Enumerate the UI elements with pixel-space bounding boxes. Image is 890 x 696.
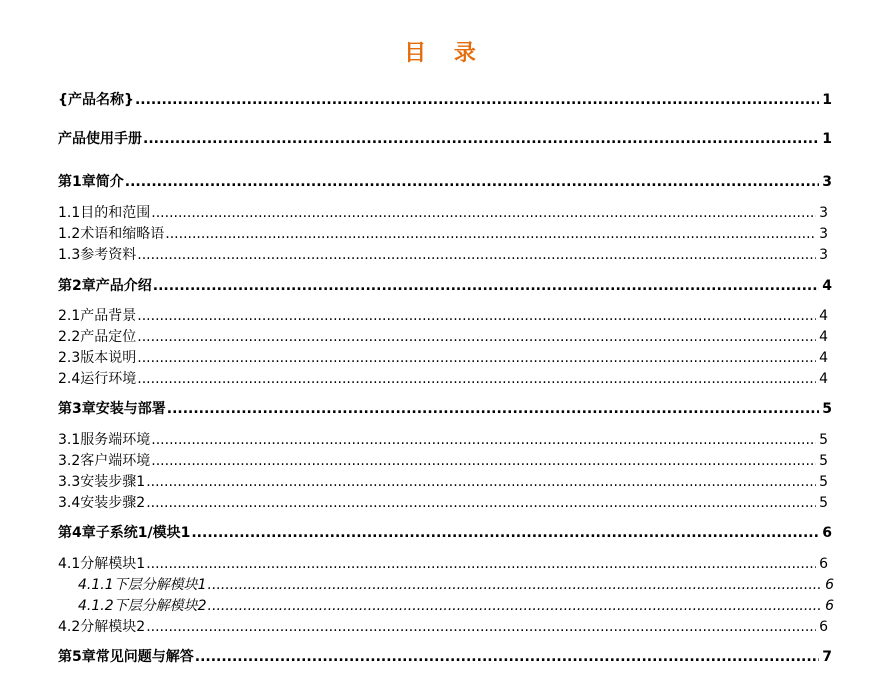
toc-dot-leader — [151, 204, 816, 222]
toc-title: 目 录 — [404, 41, 486, 66]
toc-entry[interactable] — [58, 452, 828, 470]
toc-entry-number: 4.1.2 — [78, 598, 114, 614]
toc-entry-page-number: 4 — [819, 308, 828, 324]
toc-entry-page-number: 6 — [822, 525, 832, 541]
toc-entry-number: 3.4 — [58, 495, 81, 511]
toc-entry-label: 安装步骤1 — [80, 474, 146, 490]
toc-entry-label: 下层分解模块2 — [113, 598, 207, 614]
toc-entry[interactable] — [58, 91, 832, 109]
toc-entry-label: 安装步骤2 — [80, 495, 146, 511]
toc-dot-leader — [208, 576, 823, 594]
toc-entry[interactable] — [58, 524, 832, 542]
toc-entry-label: 常见问题与解答 — [95, 649, 194, 665]
toc-entry-label: 产品背景 — [80, 308, 137, 324]
toc-entry-page-number: 4 — [819, 350, 828, 366]
toc-dot-leader — [135, 91, 819, 109]
toc-entry-number: 4.2 — [58, 619, 81, 635]
toc-entry-number: 2.2 — [58, 329, 81, 345]
toc-entry-label: 运行环境 — [80, 371, 137, 387]
toc-entry-number: 3.2 — [58, 453, 81, 469]
toc-entry-page-number: 1 — [822, 92, 832, 108]
toc-entry-page-number: 4 — [822, 278, 832, 294]
toc-dot-leader — [191, 524, 819, 542]
toc-entry[interactable] — [58, 370, 828, 388]
toc-entry-page-number: 6 — [819, 556, 828, 572]
toc-entry-page-number: 5 — [819, 474, 828, 490]
toc-entry[interactable] — [58, 307, 828, 325]
toc-entry[interactable] — [58, 349, 828, 367]
toc-entry-number: 第5章 — [58, 649, 96, 665]
toc-entry-page-number: 5 — [822, 401, 832, 417]
toc-entry-page-number: 6 — [819, 619, 828, 635]
toc-entry-label: 服务端环境 — [80, 432, 151, 448]
toc-dot-leader — [137, 328, 816, 346]
toc-entry-label: 术语和缩略语 — [80, 226, 165, 242]
toc-entry-number: 第4章 — [58, 525, 96, 541]
toc-dot-leader — [146, 618, 816, 636]
toc-dot-leader — [137, 370, 816, 388]
toc-entry-label: 安装与部署 — [95, 401, 166, 417]
toc-entry-number: 4.1 — [58, 556, 81, 572]
toc-dot-leader — [195, 648, 820, 666]
toc-entry-page-number: 6 — [825, 598, 834, 614]
toc-dot-leader — [137, 307, 816, 325]
toc-entry-number: 2.1 — [58, 308, 81, 324]
toc-entry[interactable] — [58, 494, 828, 512]
toc-dot-leader — [151, 431, 816, 449]
toc-entry[interactable] — [58, 173, 832, 191]
toc-entry[interactable] — [78, 597, 834, 615]
toc-entry-page-number: 5 — [819, 432, 828, 448]
toc-entry-label: 子系统1/模块1 — [95, 525, 191, 541]
toc-dot-leader — [165, 225, 816, 243]
toc-entry[interactable] — [58, 648, 832, 666]
toc-dot-leader — [167, 400, 820, 418]
toc-entry-label: 分解模块1 — [80, 556, 146, 572]
toc-entry-page-number: 7 — [822, 649, 832, 665]
toc-entry-page-number: 5 — [819, 453, 828, 469]
toc-entry[interactable] — [58, 328, 828, 346]
toc-entry-number: 1.2 — [58, 226, 81, 242]
toc-entry-label: 简介 — [95, 174, 124, 190]
toc-dot-leader — [153, 277, 820, 295]
toc-entry-number: 4.1.1 — [78, 577, 114, 593]
toc-entry[interactable] — [58, 555, 828, 573]
toc-entry-page-number: 6 — [825, 577, 834, 593]
toc-entry[interactable] — [58, 431, 828, 449]
toc-entry-page-number: 4 — [819, 371, 828, 387]
toc-dot-leader — [137, 246, 816, 264]
toc-entry[interactable] — [58, 204, 828, 222]
toc-entry-number: 1.1 — [58, 205, 81, 221]
toc-entry-label: 产品使用手册 — [58, 131, 142, 147]
toc-entry-number: 3.1 — [58, 432, 81, 448]
toc-entry[interactable] — [58, 225, 828, 243]
toc-entry-page-number: 5 — [819, 495, 828, 511]
toc-entry-number: 2.4 — [58, 371, 81, 387]
toc-dot-leader — [146, 473, 816, 491]
toc-entry-number: 2.3 — [58, 350, 81, 366]
toc-entry[interactable] — [58, 246, 828, 264]
toc-entry-page-number: 3 — [819, 226, 828, 242]
toc-entry-label: 客户端环境 — [80, 453, 151, 469]
toc-entry-page-number: 3 — [819, 247, 828, 263]
toc-entry-label: 目的和范围 — [80, 205, 151, 221]
toc-entry-page-number: 3 — [822, 174, 832, 190]
toc-entry[interactable] — [58, 400, 832, 418]
toc-entry-label: 产品介绍 — [95, 278, 152, 294]
toc-entry[interactable] — [78, 576, 834, 594]
toc-entry-page-number: 1 — [822, 131, 832, 147]
toc-entry-number: 第1章 — [58, 174, 96, 190]
toc-entry-label: 参考资料 — [80, 247, 137, 263]
toc-dot-leader — [146, 494, 816, 512]
toc-entry-label: 版本说明 — [80, 350, 137, 366]
toc-entry[interactable] — [58, 130, 832, 148]
toc-dot-leader — [208, 597, 823, 615]
toc-entry[interactable] — [58, 473, 828, 491]
toc-dot-leader — [125, 173, 820, 191]
toc-entry-number: 1.3 — [58, 247, 81, 263]
toc-entry-label: {产品名称} — [58, 92, 134, 108]
toc-entry-number: 3.3 — [58, 474, 81, 490]
toc-entry-number: 第2章 — [58, 278, 96, 294]
toc-entry-label: 下层分解模块1 — [113, 577, 207, 593]
toc-entry-label: 分解模块2 — [80, 619, 146, 635]
toc-entry-page-number: 3 — [819, 205, 828, 221]
toc-entry[interactable] — [58, 277, 832, 295]
toc-entry-page-number: 4 — [819, 329, 828, 345]
toc-dot-leader — [137, 349, 816, 367]
toc-entry-number: 第3章 — [58, 401, 96, 417]
toc-entry-label: 产品定位 — [80, 329, 137, 345]
toc-dot-leader — [151, 452, 816, 470]
toc-dot-leader — [146, 555, 816, 573]
toc-dot-leader — [143, 130, 819, 148]
toc-entry[interactable] — [58, 618, 828, 636]
